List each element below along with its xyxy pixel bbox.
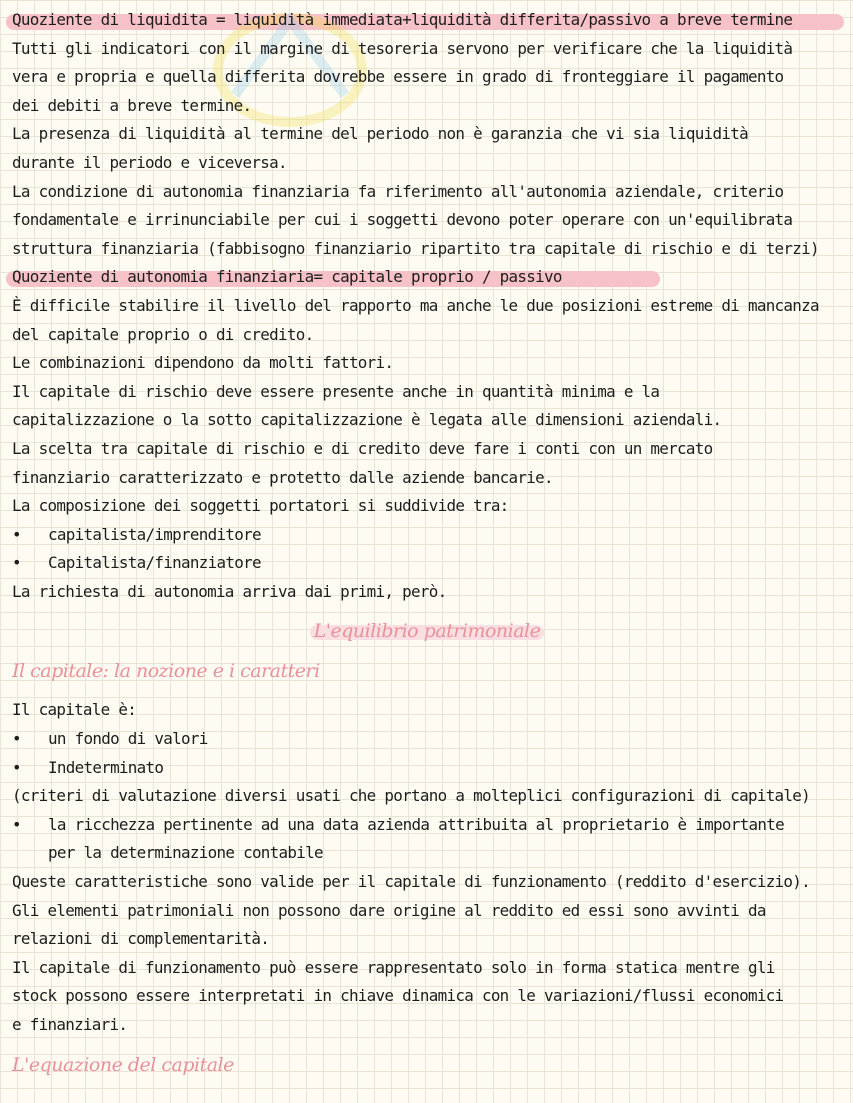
note-line: relazioni di complementarità. [12,929,270,949]
note-line: Il capitale di rischio deve essere presente anche in quantità minima e la [12,381,660,401]
note-line: Il capitale è: [12,700,137,720]
note-line: durante il periodo e viceversa. [12,152,287,172]
note-line: dei debiti a breve termine. [12,95,252,115]
note-line: Le combinazioni dipendono da molti fattori. [12,353,394,373]
note-line: capitalizzazione o la sotto capitalizzazione è legata alle dimensioni aziendali. [12,410,722,430]
note-line: Il capitale di funzionamento può essere rappresentato solo in forma statica mentre gli [12,957,775,977]
note-line: struttura finanziaria (fabbisogno finanziario ripartito tra capitale di rischio e di terzi) [12,238,819,258]
list-item [12,549,842,578]
note-line: La condizione di autonomia finanziaria fa riferimento all'autonomia aziendale, criterio [12,181,784,201]
note-line: La composizione dei soggetti portatori si suddivide tra: [12,496,509,516]
list-item [12,754,842,783]
note-line: La presenza di liquidità al termine del periodo non è garanzia che vi sia liquidità [12,124,748,144]
section-title-text: L'equilibrio patrimoniale [314,616,541,646]
highlighted-formula: Quoziente di liquidita = liquidità immediata+liquidità differita/passivo a breve termine [12,6,832,35]
list-item [12,521,842,550]
note-line: stock possono essere interpretati in chiave dinamica con le variazioni/flussi economici [12,986,784,1006]
note-line [12,6,842,35]
note-line [12,263,842,292]
list-item [12,725,842,754]
subsection-title: L'equazione del capitale [12,1053,234,1076]
list-item-continuation [12,839,842,868]
note-line: vera e propria e quella differita dovrebbe essere in grado di fronteggiare il pagamento [12,67,784,87]
list-item-text: Indeterminato [48,757,164,777]
note-line: e finanziari. [12,1015,128,1034]
list-item-text: un fondo di valori [48,729,208,749]
section-title [12,616,842,646]
list-item [12,811,842,840]
list-item-text: capitalista/imprenditore [48,524,261,544]
bullet-icon: • [12,729,21,749]
list-item-text: la ricchezza pertinente ad una data azienda attribuita al proprietario è importante [48,814,784,834]
note-line: Tutti gli indicatori con il margine di tesoreria servono per verificare che la liquidità [12,38,793,58]
note-line: (criteri di valutazione diversi usati che portano a molteplici configurazioni di capitale) [12,786,811,806]
highlighted-formula: Quoziente di autonomia finanziaria= capitale proprio / passivo [12,263,648,292]
note-line: fondamentale e irrinunciabile per cui i soggetti devono poter operare con un'equilibrata [12,210,793,230]
note-line: La richiesta di autonomia arriva dai primi, però. [12,581,447,601]
bullet-icon: • [12,757,21,777]
bullet-icon: • [12,524,21,544]
subsection-title: Il capitale: la nozione e i caratteri [12,660,320,683]
list-item-text: per la determinazione contabile [48,843,323,863]
notes-page [12,6,842,1080]
note-line: È difficile stabilire il livello del rapporto ma anche le due posizioni estreme di mancanza [12,295,819,315]
list-item-text: Capitalista/finanziatore [48,553,261,573]
note-line: del capitale proprio o di credito. [12,324,314,344]
note-line: finanziario caratterizzato e protetto dalle aziende bancarie. [12,467,553,487]
bullet-icon: • [12,553,21,573]
bullet-icon: • [12,814,21,834]
note-line: La scelta tra capitale di rischio e di credito deve fare i conti con un mercato [12,438,713,458]
note-line: Queste caratteristiche sono valide per il capitale di funzionamento (reddito d'esercizio). [12,872,811,892]
note-line: Gli elementi patrimoniali non possono dare origine al reddito ed essi sono avvinti da [12,900,766,920]
